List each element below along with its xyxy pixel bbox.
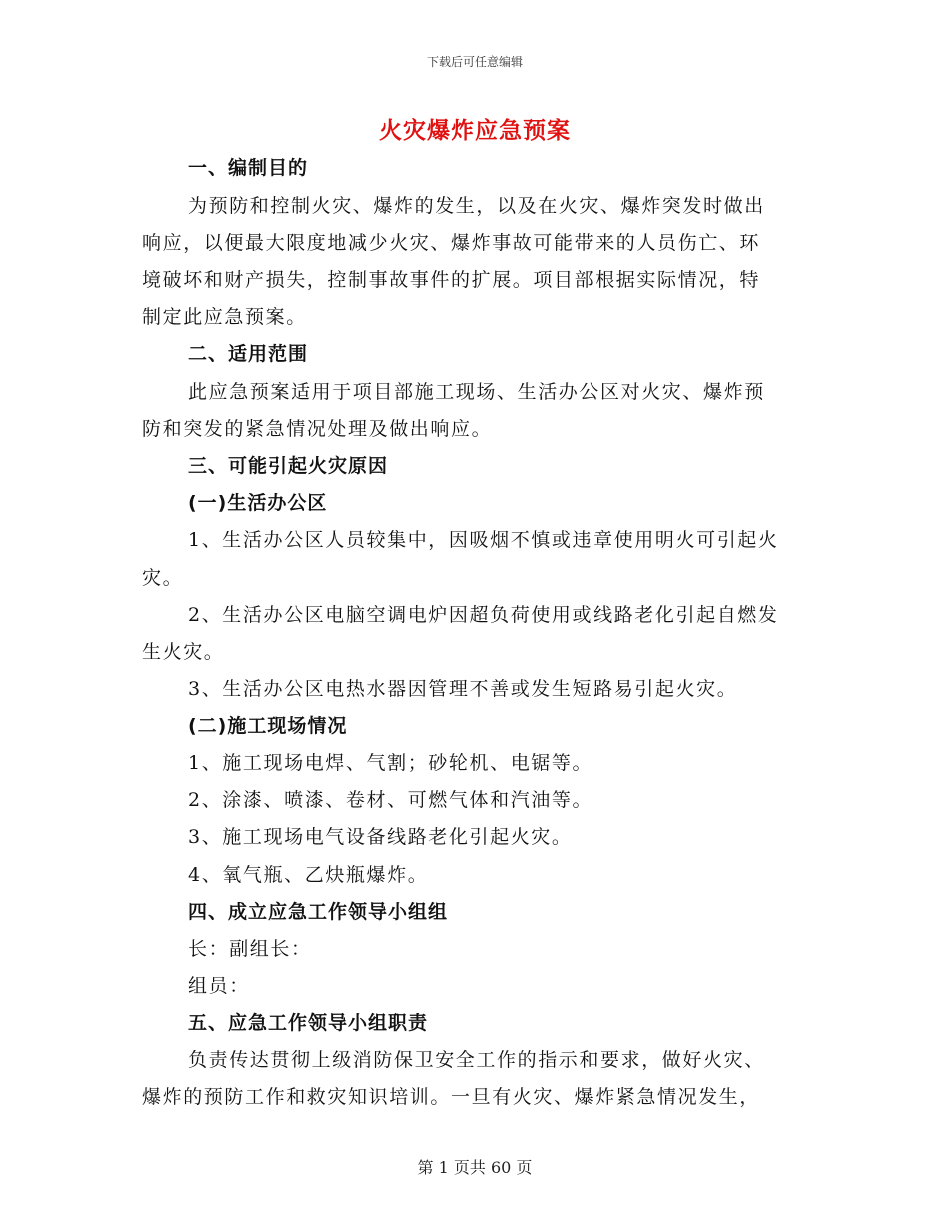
paragraph-line: 组员：	[188, 975, 250, 997]
paragraph-line: 响应，以便最大限度地减少火灾、爆炸事故可能带来的人员伤亡、环	[142, 232, 761, 254]
heading-scope: 二、适用范围	[188, 343, 309, 365]
paragraph-line: 负责传达贯彻上级消防保卫安全工作的指示和要求，做好火灾、	[188, 1049, 765, 1071]
list-item: 4、氧气瓶、乙炔瓶爆炸。	[188, 864, 429, 886]
list-item: 1、生活办公区人员较集中，因吸烟不慎或违章使用明火可引起火	[188, 529, 779, 551]
header-note: 下载后可任意编辑	[426, 55, 523, 69]
list-item-continuation: 灾。	[142, 567, 184, 589]
heading-leadership-group: 四、成立应急工作领导小组组	[188, 901, 449, 923]
subheading-office: (一)生活办公区	[188, 492, 328, 514]
heading-purpose: 一、编制目的	[188, 157, 309, 179]
paragraph-line: 此应急预案适用于项目部施工现场、生活办公区对火灾、爆炸预	[188, 381, 765, 403]
subheading-site: (二)施工现场情况	[188, 715, 348, 737]
list-item: 2、涂漆、喷漆、卷材、可燃气体和汽油等。	[188, 789, 594, 811]
list-item: 1、施工现场电焊、气割；砂轮机、电锯等。	[188, 752, 594, 774]
list-item-continuation: 生火灾。	[142, 641, 225, 663]
page-footer: 第 1 页共 60 页	[417, 1158, 533, 1177]
list-item: 3、生活办公区电热水器因管理不善或发生短路易引起火灾。	[188, 678, 738, 700]
list-item: 3、施工现场电气设备线路老化引起火灾。	[188, 826, 573, 848]
paragraph-line: 境破坏和财产损失，控制事故事件的扩展。项目部根据实际情况，特	[142, 269, 761, 291]
paragraph-line: 为预防和控制火灾、爆炸的发生，以及在火灾、爆炸突发时做出	[188, 195, 765, 217]
heading-responsibilities: 五、应急工作领导小组职责	[188, 1012, 429, 1034]
paragraph-line: 长：副组长：	[188, 938, 312, 960]
paragraph-line: 防和突发的紧急情况处理及做出响应。	[142, 418, 493, 440]
paragraph-line: 制定此应急预案。	[142, 306, 307, 328]
heading-causes: 三、可能引起火灾原因	[188, 455, 389, 477]
document-title: 火灾爆炸应急预案	[379, 118, 571, 144]
paragraph-line: 爆炸的预防工作和救灾知识培训。一旦有火灾、爆炸紧急情况发生，	[142, 1086, 761, 1108]
list-item: 2、生活办公区电脑空调电炉因超负荷使用或线路老化引起自燃发	[188, 604, 779, 626]
